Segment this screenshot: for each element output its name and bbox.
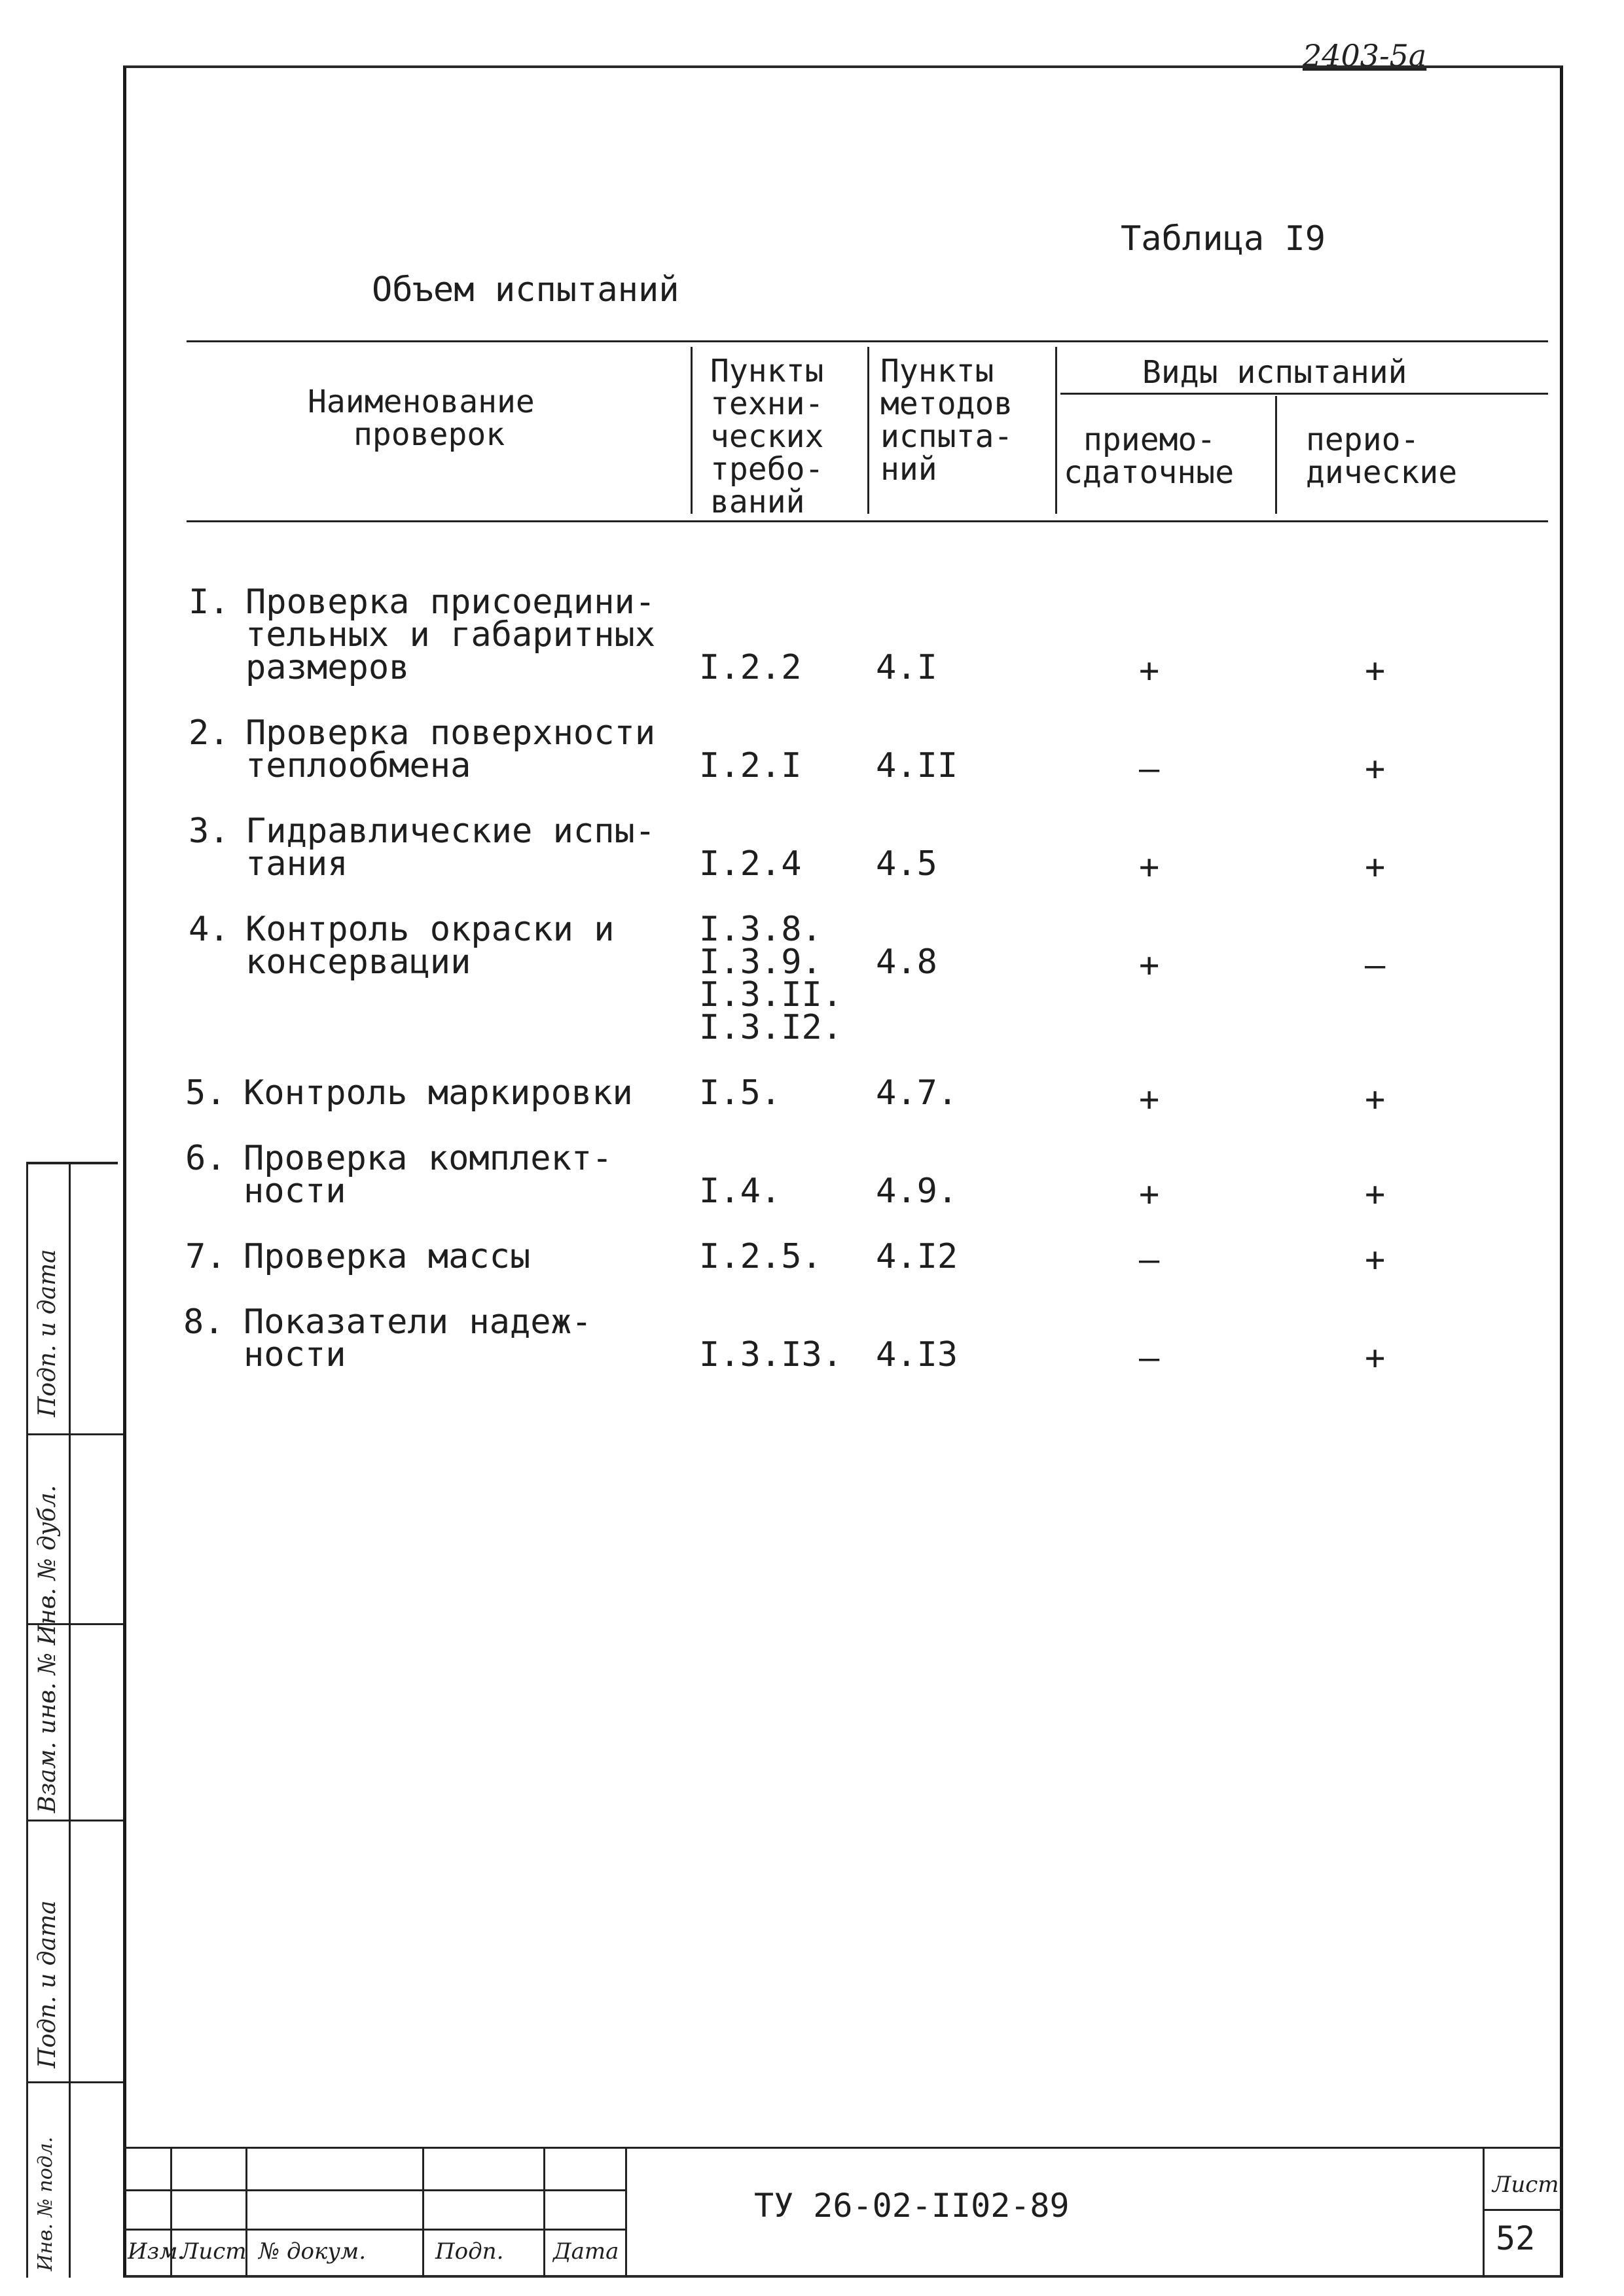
header-tech-line: Пункты: [710, 353, 824, 389]
header-periodic-line: перио-: [1306, 422, 1420, 458]
header-tech-line: ческих: [710, 418, 824, 455]
row-number: 7.: [185, 1237, 226, 1276]
row-number: 3.: [189, 812, 230, 851]
sheet-label: Лист: [1492, 2172, 1559, 2198]
title-block-col: [625, 2147, 627, 2278]
title-block-col-label: Изм.: [128, 2238, 185, 2265]
row-periodic: +: [1365, 749, 1386, 789]
row-tech: I.4.: [699, 1172, 782, 1211]
row-method: 4.9.: [876, 1172, 958, 1211]
row-periodic: +: [1365, 1080, 1386, 1119]
row-method: 4.II: [876, 746, 958, 785]
sidebar-label: Подп. и дата: [34, 1900, 61, 2068]
row-name-line: Проверка комплект-: [244, 1139, 613, 1178]
row-periodic: +: [1365, 1175, 1386, 1214]
row-name-line: Проверка присоедини-: [245, 583, 656, 622]
header-kinds: Виды испытаний: [1142, 354, 1407, 391]
row-periodic: +: [1365, 1338, 1386, 1378]
header-methods-line: испыта-: [880, 418, 1013, 455]
header-bottom-rule: [187, 520, 1548, 522]
title-block-col-label: Подп.: [435, 2238, 504, 2265]
col-divider-4: [1275, 396, 1277, 514]
header-methods-line: Пункты: [880, 353, 994, 389]
row-method: 4.I2: [876, 1237, 958, 1276]
row-periodic: +: [1365, 651, 1386, 691]
row-name-line: Контроль маркировки: [244, 1073, 633, 1113]
row-tech: I.3.9.: [699, 942, 822, 982]
row-acceptance: +: [1139, 946, 1160, 985]
row-tech: I.2.4: [699, 844, 802, 884]
sidebar-rule: [26, 1820, 123, 1821]
row-name-line: Показатели надеж-: [244, 1302, 592, 1342]
row-tech: I.3.I3.: [699, 1335, 843, 1374]
sidebar-label: Взам. инв. № Инв. № дубл.: [34, 1484, 61, 1813]
title-block-col-label: Лист: [180, 2238, 247, 2265]
title-block-col-label: Дата: [553, 2238, 619, 2265]
row-acceptance: –: [1139, 749, 1160, 789]
row-method: 4.5: [876, 844, 937, 884]
row-acceptance: +: [1139, 1175, 1160, 1214]
row-name-line: консервации: [245, 942, 471, 982]
row-periodic: –: [1365, 946, 1386, 985]
title-block-mid-rule: [123, 2229, 627, 2231]
title-block-col: [543, 2147, 545, 2278]
title-block-col: [1483, 2147, 1485, 2278]
header-name-line: Наименование: [308, 384, 535, 420]
row-name-line: Проверка поверхности: [245, 713, 656, 753]
row-method: 4.I: [876, 648, 937, 687]
archive-stamp: 2403-5а: [1303, 38, 1427, 73]
row-number: 8.: [183, 1302, 225, 1342]
sheet-number: 52: [1496, 2219, 1536, 2257]
header-acceptance-line: приемо-: [1083, 422, 1216, 458]
row-tech: I.5.: [699, 1073, 782, 1113]
table-label: Таблица I9: [1121, 219, 1326, 259]
row-name-line: Контроль окраски и: [245, 910, 615, 949]
row-periodic: +: [1365, 1240, 1386, 1280]
row-tech: I.3.I2.: [699, 1008, 843, 1047]
kinds-divider: [1060, 393, 1548, 395]
sidebar-label: Инв. № подл.: [34, 2136, 57, 2271]
row-acceptance: –: [1139, 1338, 1160, 1378]
col-divider-1: [691, 347, 693, 514]
row-number: 6.: [185, 1139, 226, 1178]
sidebar-divider: [69, 1162, 71, 2278]
row-number: I.: [189, 583, 230, 622]
title-block-mid-rule: [1483, 2209, 1563, 2211]
row-tech: I.2.I: [699, 746, 802, 785]
title-block-mid-rule: [123, 2189, 627, 2191]
row-tech: I.3.8.: [699, 910, 822, 949]
row-number: 2.: [189, 713, 230, 753]
row-method: 4.I3: [876, 1335, 958, 1374]
row-name-line: ности: [244, 1172, 346, 1211]
row-method: 4.8: [876, 942, 937, 982]
row-acceptance: +: [1139, 848, 1160, 887]
header-methods-line: методов: [880, 386, 1013, 422]
row-name-line: размеров: [245, 648, 410, 687]
header-top-rule: [187, 340, 1548, 342]
sidebar-rule: [26, 1433, 123, 1435]
row-tech: I.2.2: [699, 648, 802, 687]
row-tech: I.3.II.: [699, 975, 843, 1014]
row-name-line: тания: [245, 844, 348, 884]
col-divider-2: [867, 347, 869, 514]
row-name-line: тельных и габаритных: [245, 615, 656, 655]
header-tech-line: ваний: [710, 484, 805, 520]
col-divider-3: [1055, 347, 1057, 514]
header-tech-line: требо-: [710, 451, 824, 488]
row-name-line: ности: [244, 1335, 346, 1374]
table-title: Объем испытаний: [372, 270, 679, 310]
sidebar-rule: [26, 2081, 123, 2083]
row-acceptance: +: [1139, 1080, 1160, 1119]
row-name-line: Проверка массы: [244, 1237, 531, 1276]
header-periodic-line: дические: [1306, 454, 1458, 491]
header-methods-line: ний: [880, 451, 937, 488]
row-number: 5.: [185, 1073, 226, 1113]
sidebar-label: Подп. и дата: [34, 1249, 61, 1417]
row-name-line: Гидравлические испы-: [245, 812, 656, 851]
row-tech: I.2.5.: [699, 1237, 822, 1276]
row-number: 4.: [189, 910, 230, 949]
row-method: 4.7.: [876, 1073, 958, 1113]
header-name-line: проверок: [353, 416, 505, 453]
document-code: ТУ 26-02-II02-89: [754, 2187, 1070, 2225]
header-acceptance-line: сдаточные: [1064, 454, 1235, 491]
row-acceptance: +: [1139, 651, 1160, 691]
title-block-top-rule: [123, 2147, 1563, 2149]
title-block-col: [422, 2147, 424, 2278]
row-periodic: +: [1365, 848, 1386, 887]
header-tech-line: техни-: [710, 386, 824, 422]
row-acceptance: –: [1139, 1240, 1160, 1280]
row-name-line: теплообмена: [245, 746, 471, 785]
title-block-col-label: № докум.: [259, 2238, 367, 2265]
